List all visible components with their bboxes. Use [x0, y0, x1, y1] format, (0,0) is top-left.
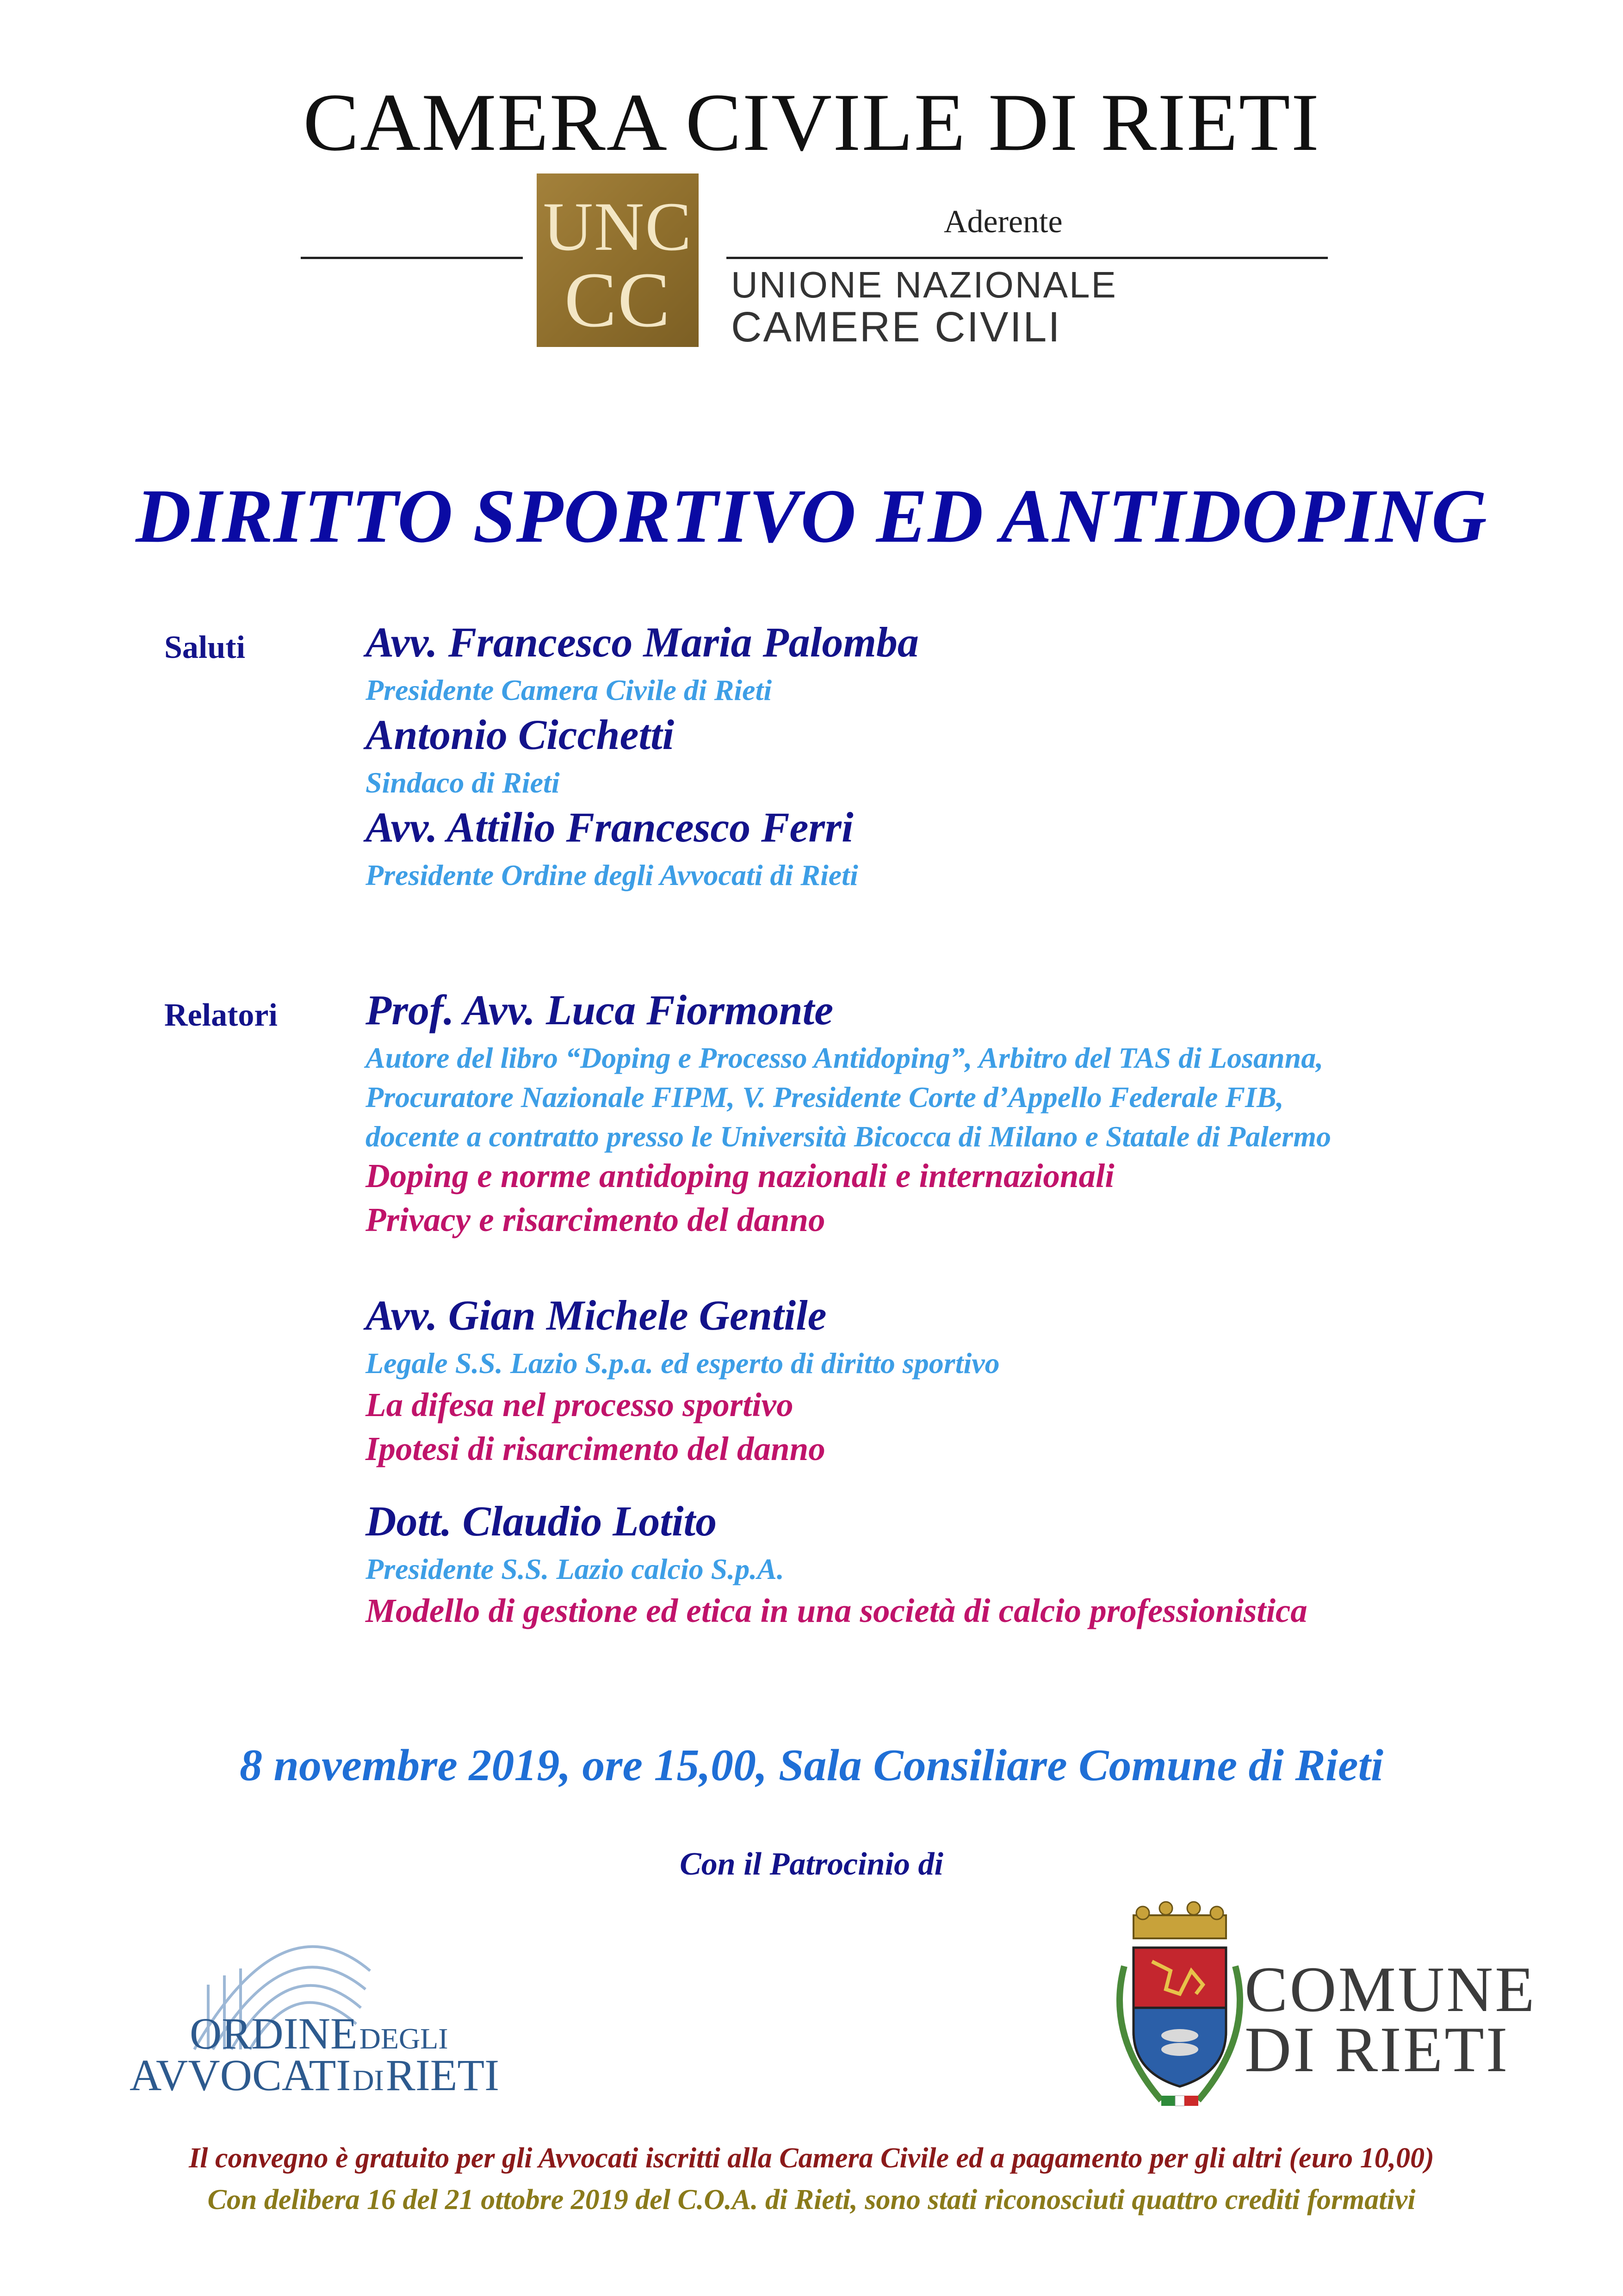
speaker-name: Dott. Claudio Lotito: [365, 1498, 717, 1545]
speaker-role: Autore del libro “Doping e Processo Antidoping”, Arbitro del TAS di Losanna,: [365, 1041, 1324, 1074]
saluti-role: Presidente Camera Civile di Rieti: [365, 674, 772, 706]
header-rule-left: [301, 257, 523, 259]
speaker-topic: Doping e norme antidoping nazionali e internazionali: [365, 1157, 1115, 1194]
header-rule-right: [726, 257, 1328, 259]
speaker-topic: La difesa nel processo sportivo: [365, 1386, 793, 1423]
unione-line-1: UNIONE NAZIONALE: [731, 264, 1117, 305]
speaker-role: Legale S.S. Lazio S.p.a. ed esperto di diritto sportivo: [365, 1347, 1000, 1380]
event-date-line: 8 novembre 2019, ore 15,00, Sala Consiliare Comune di Rieti: [240, 1740, 1383, 1790]
speaker-role: docente a contratto presso le Università Bicocca di Milano e Statale di Palermo: [365, 1120, 1331, 1153]
comune-rieti-logo: [1092, 1897, 1536, 2114]
speaker-name: Avv. Gian Michele Gentile: [365, 1292, 827, 1339]
speaker-name: Prof. Avv. Luca Fiormonte: [365, 986, 834, 1034]
speaker-topic: Ipotesi di risarcimento del danno: [365, 1430, 825, 1467]
org-title: CAMERA CIVILE DI RIETI: [303, 76, 1320, 168]
saluti-name: Avv. Attilio Francesco Ferri: [365, 804, 854, 851]
saluti-role: Sindaco di Rieti: [365, 766, 560, 799]
saluti-name: Avv. Francesco Maria Palomba: [365, 619, 919, 666]
speaker-topic: Privacy e risarcimento del danno: [365, 1201, 825, 1238]
saluti-role: Presidente Ordine degli Avvocati di Rieti: [365, 859, 858, 891]
patrocinio-label: Con il Patrocinio di: [680, 1846, 943, 1882]
ordine-degli-word: DEGLI: [359, 2022, 448, 2055]
uncc-letters-bottom: CC: [564, 256, 671, 343]
avvocati-word: AVVOCATI: [130, 2050, 351, 2100]
saluti-label: Saluti: [164, 630, 246, 665]
comune-line-2: DI RIETI: [1245, 2014, 1510, 2086]
uncc-logo: [537, 173, 699, 347]
rieti-word: RIETI: [385, 2050, 500, 2100]
aderente-label: Aderente: [944, 204, 1063, 240]
ordine-avvocati-logo: [130, 1915, 564, 2100]
footer-note-credits: Con delibera 16 del 21 ottobre 2019 del C.O.A. di Rieti, sono stati riconosciuti quattro crediti formativi: [207, 2184, 1416, 2216]
page-title: DIRITTO SPORTIVO ED ANTIDOPING: [136, 473, 1487, 558]
speaker-role: Presidente S.S. Lazio calcio S.p.A.: [365, 1553, 784, 1585]
speaker-role: Procuratore Nazionale FIPM, V. Presidente Corte d’Appello Federale FIB,: [365, 1081, 1284, 1114]
comune-coat-of-arms-icon: [1092, 1897, 1268, 2114]
ordine-di-word: DI: [353, 2064, 384, 2097]
unione-line-2: CAMERE CIVILI: [731, 303, 1061, 351]
footer-note-fee: Il convegno è gratuito per gli Avvocati iscritti alla Camera Civile ed a pagamento per gli altri (euro 10,00): [189, 2142, 1434, 2174]
comune-line-1: COMUNE: [1245, 1954, 1536, 2025]
saluti-name: Antonio Cicchetti: [365, 711, 675, 758]
uncc-letters-top: UNC: [543, 188, 693, 265]
relatori-label: Relatori: [164, 997, 278, 1033]
uncc-logo-mark: [537, 173, 699, 347]
ordine-word: ORDINE: [190, 2009, 358, 2058]
speaker-topic: Modello di gestione ed etica in una società di calcio professionistica: [365, 1592, 1307, 1629]
